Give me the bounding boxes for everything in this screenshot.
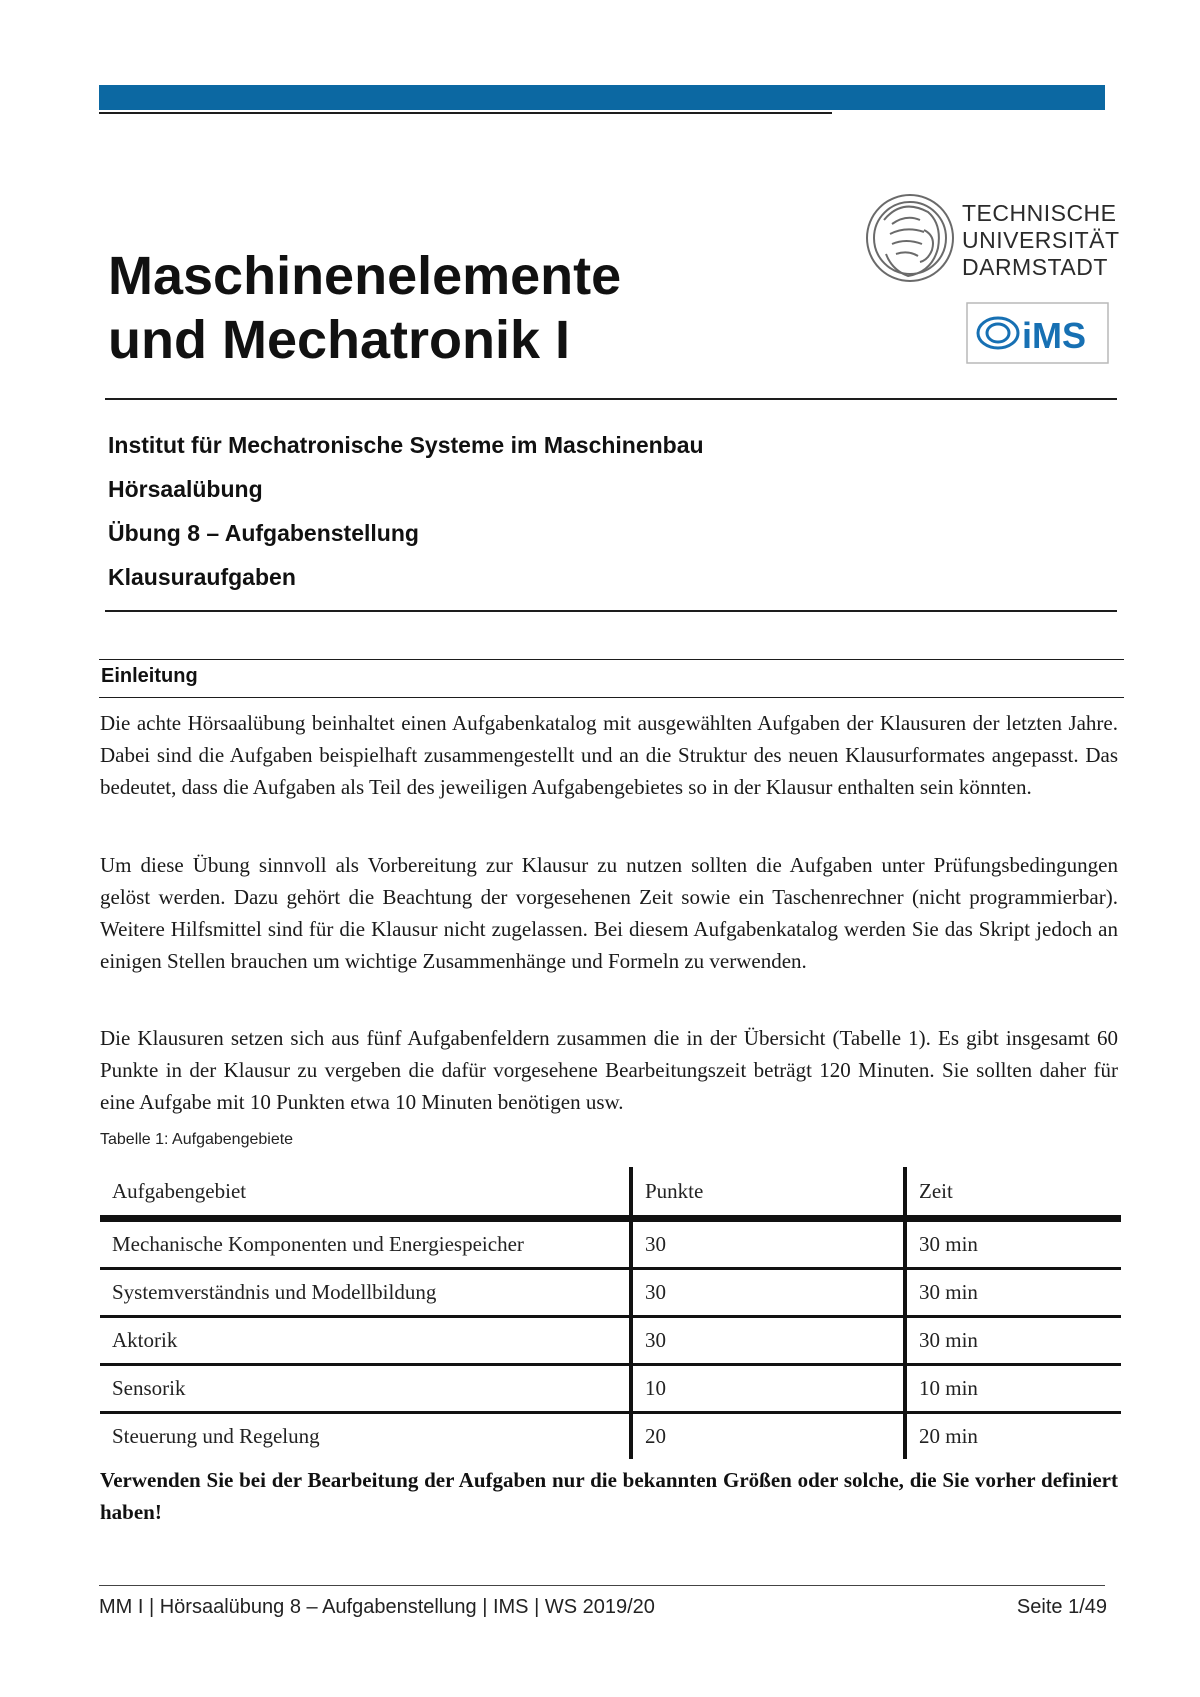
table-row	[100, 1269, 1121, 1317]
cell-area: Steuerung und Regelung	[100, 1413, 631, 1460]
ims-logo	[966, 302, 1109, 364]
cell-area: Aktorik	[100, 1317, 631, 1365]
exercise-topic: Klausuraufgaben	[108, 564, 296, 590]
table-caption: Tabelle 1: Aufgabengebiete	[100, 1131, 294, 1148]
table-row	[100, 1317, 1121, 1365]
footer-rule	[99, 1585, 1105, 1586]
footer-page-number: Seite 1/49	[1016, 1596, 1107, 1618]
section-rule-bottom	[99, 697, 1124, 698]
cell-time: 30 min	[905, 1269, 1121, 1317]
cell-time: 30 min	[905, 1219, 1121, 1269]
section-heading: Einleitung	[101, 665, 198, 687]
cell-area: Systemverständnis und Modellbildung	[100, 1269, 631, 1317]
exercise-title: Übung 8 – Aufgabenstellung	[108, 520, 419, 546]
cell-points: 30	[631, 1219, 905, 1269]
intro-paragraph-3: Die Klausuren setzen sich aus fünf Aufgabenfeldern zusammen die in der Übersicht (Tabelle 1). Es gibt insgesamt 60 Punkte in der Klausur zu vergeben die dafür vorgesehene Bearbeitungszeit beträgt 120 Minuten. Sie sollten daher für eine Aufgabe mit 10 Punkten etwa 10 Minuten benötigen usw.	[100, 1026, 1118, 1114]
document-title	[108, 244, 621, 372]
tu-darmstadt-wordmark: TECHNISCHE UNIVERSITÄT DARMSTADT	[962, 200, 1120, 280]
cell-points: 30	[631, 1269, 905, 1317]
header-rule	[99, 112, 832, 114]
table-row	[100, 1365, 1121, 1413]
table-row	[100, 1219, 1121, 1269]
course-type: Hörsaalübung	[108, 476, 263, 502]
section-rule-top	[99, 659, 1124, 660]
table-row	[100, 1413, 1121, 1460]
header-punkte: Punkte	[631, 1167, 905, 1219]
title-line-1: Maschinenelemente	[108, 246, 622, 306]
meta-divider	[105, 610, 1117, 612]
intro-paragraph-2: Um diese Übung sinnvoll als Vorbereitung zur Klausur zu nutzen sollten die Aufgaben unter Prüfungsbedingungen gelöst werden. Dazu gehört die Beachtung der vorgesehenen Zeit sowie ein Taschenrechner (nicht programmierbar). Weitere Hilfsmittel sind für die Klausur nicht zugelassen. Bei diesem Aufgabenkatalog werden Sie das Skript jedoch an einigen Stellen brauchen um wichtige Zusammenhänge und Formeln zu verwenden.	[100, 853, 1118, 973]
institute-name: Institut für Mechatronische Systeme im Maschinenbau	[108, 432, 704, 458]
header-zeit: Zeit	[905, 1167, 1121, 1219]
title-line-2: und Mechatronik I	[108, 310, 571, 370]
table-header-row	[100, 1167, 1121, 1219]
task-areas-table	[100, 1167, 1121, 1459]
cell-area: Mechanische Komponenten und Energiespeicher	[100, 1219, 631, 1269]
header-color-bar	[99, 85, 1105, 110]
document-meta	[108, 423, 704, 599]
cell-time: 20 min	[919, 1424, 978, 1448]
ims-logo-text: iMS	[1022, 315, 1087, 356]
footer-document-info: MM I | Hörsaalübung 8 – Aufgabenstellung | IMS | WS 2019/20	[99, 1596, 655, 1618]
cell-points: 30	[631, 1317, 905, 1365]
cell-time: 30 min	[905, 1317, 1121, 1365]
cell-points: 20	[631, 1413, 905, 1460]
header-aufgabengebiet: Aufgabengebiet	[100, 1167, 631, 1219]
cell-points: 10	[631, 1365, 905, 1413]
title-divider	[105, 398, 1117, 400]
cell-time: 10 min	[905, 1365, 1121, 1413]
cell-area: Sensorik	[100, 1365, 631, 1413]
bold-instruction-note: Verwenden Sie bei der Bearbeitung der Aufgaben nur die bekannten Größen oder solche, die Sie vorher definiert haben!	[100, 1468, 1118, 1524]
intro-paragraph-1: Die achte Hörsaalübung beinhaltet einen Aufgabenkatalog mit ausgewählten Aufgaben der Klausuren der letzten Jahre. Dabei sind die Aufgaben beispielhaft zusammengestellt und an die Struktur des neuen Klausurformates angepasst. Das bedeutet, dass die Aufgaben als Teil des jeweiligen Aufgabengebietes so in der Klausur enthalten sein könnten.	[100, 711, 1118, 799]
